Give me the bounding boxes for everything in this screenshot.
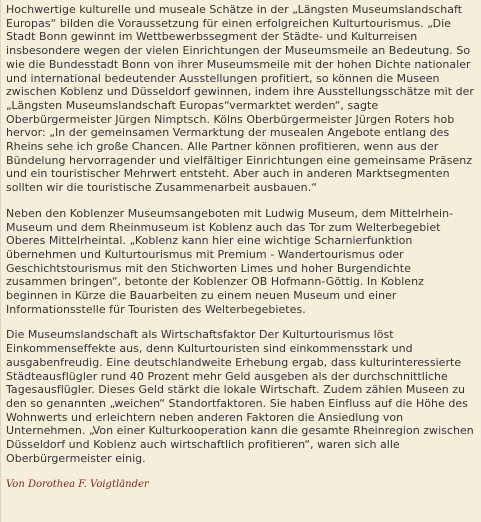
article-paragraph-1: Hochwertige kulturelle und museale Schätze in der „Längsten Museumslandschaft Europas“ bilden die Voraussetzung für einen erfolgreichen Kulturtourismus. „Die Stadt Bonn gewinnt im Wettbewerbssegment der Städte- und Kulturreisen insbesondere wegen der vielen Einrichtungen der Museumsmeile an Bedeutung. So wie die Bundesstadt Bonn von ihrer Museumsmeile mit der hohen Dichte nationaler und international bedeutender Ausstellungen profitiert, so können die Museen zwischen Koblenz und Düsseldorf gewinnen, indem ihre Ausstellungsschätze mit der „Längsten Museumslandschaft Europas“vermarktet werden“, sagte Oberbürgermeister Jürgen Nimptsch. Kölns Oberbürgermeister Jürgen Roters hob hervor: „In der gemeinsamen Vermarktung der musealen Angebote entlang des Rheins sehe ich große Chancen. Alle Partner können profitieren, wenn aus der Bündelung hervorragender und vielfältiger Einrichtungen eine gemeinsame Präsenz und ein touristischer Mehrwert entsteht. Aber auch in anderen Marktsegmenten sollten wir die touristische Zusammenarbeit ausbauen.“ [6,3,474,195]
author-byline: Von Dorothea F. Voigtländer [6,478,149,490]
article-paragraph-3: Die Museumslandschaft als Wirtschaftsfaktor Der Kulturtourismus löst Einkommenseffekte aus, denn Kulturtouristen sind einkommensstark und ausgabenfreudig. Eine deutschlandweite Erhebung ergab, dass kulturinteressierte Städteausflügler rund 40 Prozent mehr Geld ausgeben als der durchschnittliche Tagesausflügler. Dieses Geld stärkt die lokale Wirtschaft. Zudem zählen Museen zu den so genannten „weichen“ Standortfaktoren. Sie haben Einfluss auf die Höhe des Wohnwerts und erleichtern neben anderen Faktoren die Ansiedlung von Unternehmen. „Von einer Kulturkooperation kann die gesamte Rheinregion zwischen Düsseldorf und Koblenz auch wirtschaftlich profitieren“, waren sich alle Oberbürgermeister einig. [6,328,474,465]
article-paragraph-2: Neben den Koblenzer Museumsangeboten mit Ludwig Museum, dem Mittelrhein-Museum und dem Rheinmuseum ist Koblenz auch das Tor zum Welterbegebiet Oberes Mittelrheintal. „Koblenz kann hier eine wichtige Scharnierfunktion übernehmen und Kulturtourismus mit Premium - Wandertourismus oder Geschichtstourismus mit den Stichworten Limes und hoher Burgendichte zusammen bringen“, betonte der Koblenzer OB Hofmann-Göttig. In Koblenz beginnen in Kürze die Bauarbeiten zu einem neuen Museum und einer Informationsstelle für Touristen des Welterbegebietes. [6,206,454,316]
